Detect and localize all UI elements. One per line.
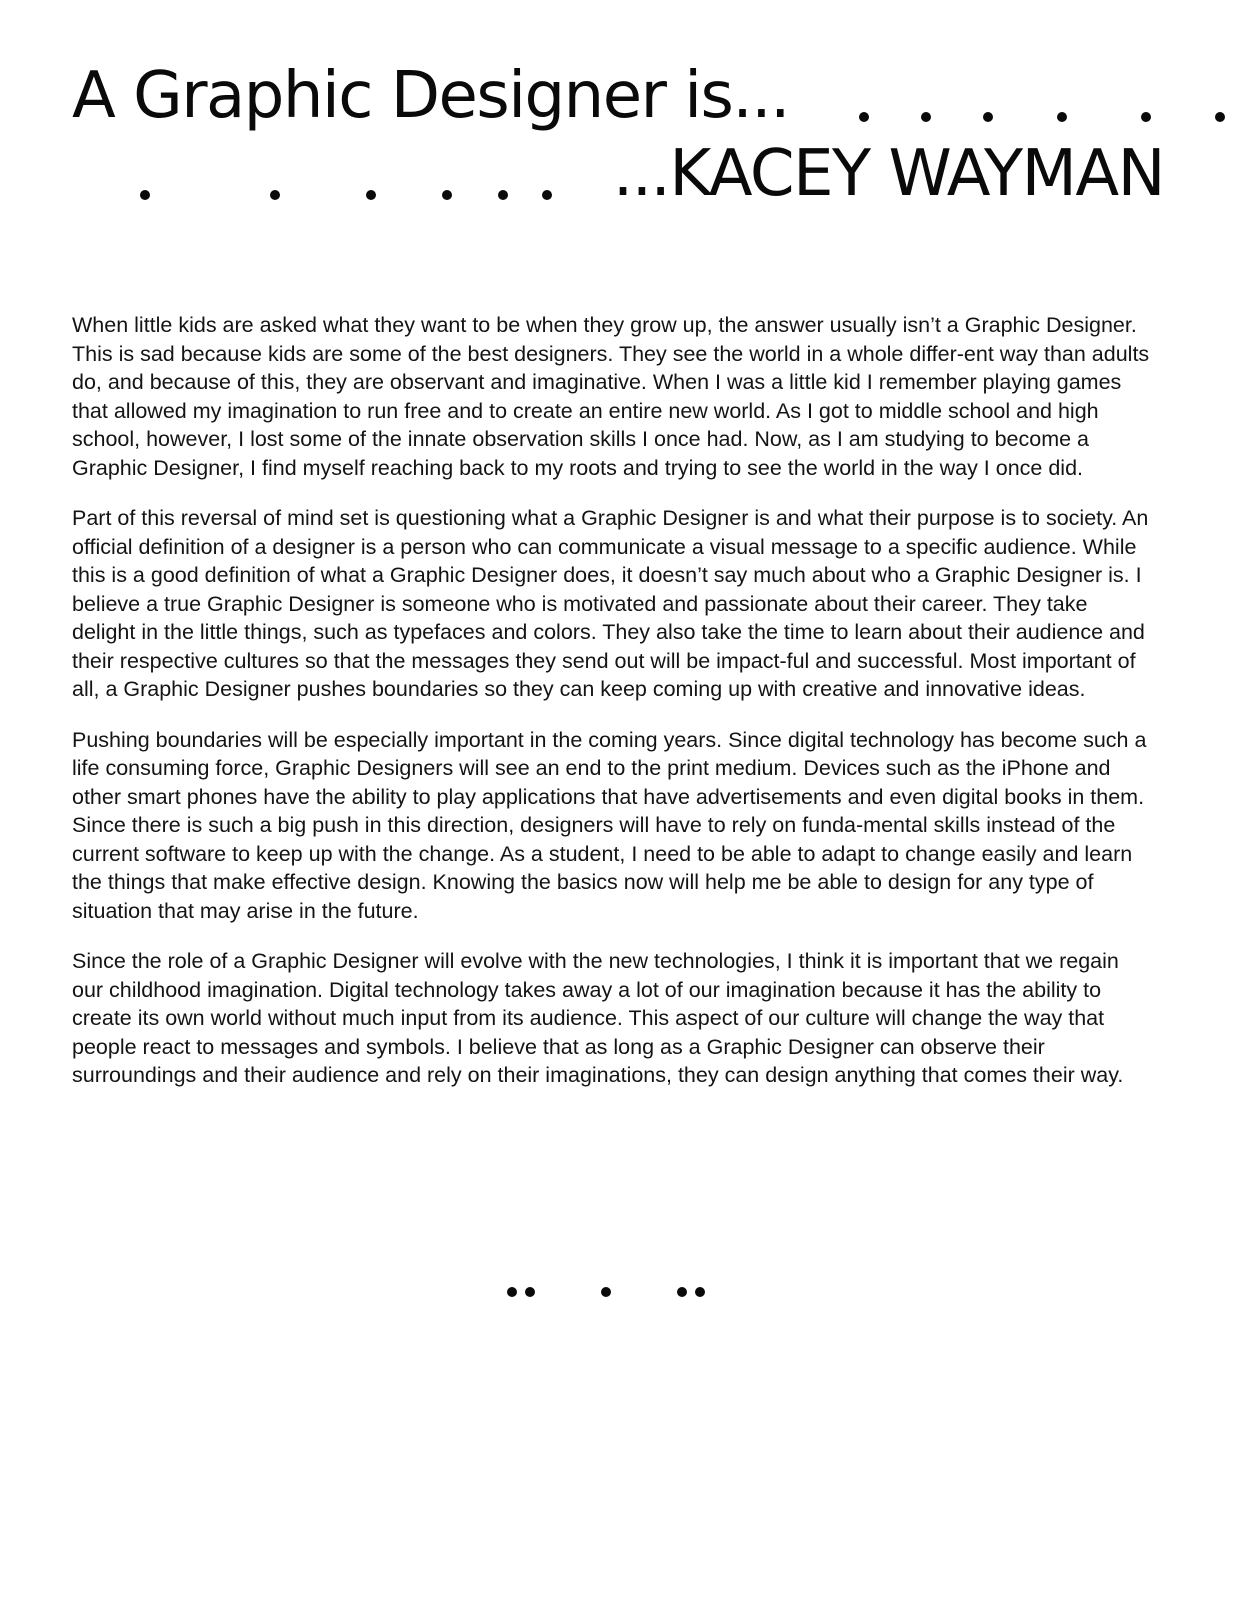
leader-dot xyxy=(1215,112,1225,122)
leader-dot xyxy=(983,112,993,122)
title-dot-leader-2 xyxy=(72,142,624,206)
author-name-lead: ... xyxy=(612,137,670,211)
title-line-2 xyxy=(72,137,1164,211)
paragraph-3: Pushing boundaries will be especially important in the coming years. Since digital technology has become such a life consuming force, Graphic Designers will see an end to the print medium. Devices such as the iPhone and other smart phones have the ability to play applications that have advertisements and even digital books in them. Since there is such a big push in this direction, designers will have to rely on funda-mental skills instead of the current software to keep up with the change. As a student, I need to be able to adapt to change easily and learn the things that make effective design. Knowing the basics now will help me be able to design for any type of situation that may arise in the future. xyxy=(72,727,1147,923)
paragraph-2: Part of this reversal of mind set is questioning what a Graphic Designer is and what their purpose is to society. An official definition of a designer is a person who can communicate a visual message to a specific audience. While this is a good definition of what a Graphic Designer does, it doesn’t say much about who a Graphic Designer is. I believe a true Graphic Designer is someone who is motivated and passionate about their career. They take delight in the little things, such as typefaces and colors. They also take the time to learn about their audience and their respective cultures so that the messages they send out will be impact-ful and successful. Most important of all, a Graphic Designer pushes boundaries so they can keep coming up with creative and innovative ideas. xyxy=(72,506,1149,701)
ornament-dot xyxy=(677,1287,687,1297)
leader-dot xyxy=(1057,112,1067,122)
ornament-dot xyxy=(507,1287,517,1297)
essay-body xyxy=(72,311,1152,1112)
footer-dot-ornament xyxy=(0,1287,1236,1301)
title-main-text: A Graphic Designer is... xyxy=(72,59,789,133)
ornament-dot xyxy=(525,1287,535,1297)
leader-dot xyxy=(442,190,452,200)
ornament-dot xyxy=(601,1287,611,1297)
paragraph-4: Since the role of a Graphic Designer will evolve with the new technologies, I think it is important that we regain our childhood imagination. Digital technology takes away a lot of our imagination because it has the ability to create its own world without much input from its audience. This aspect of our culture will change the way that people react to messages and symbols. I believe that as long as a Graphic Designer can observe their surroundings and their audience and rely on their imaginations, they can design anything that comes their way. xyxy=(72,949,1124,1087)
leader-dot xyxy=(270,190,280,200)
leader-dot xyxy=(498,190,508,200)
leader-dot xyxy=(366,190,376,200)
leader-dot xyxy=(140,190,150,200)
leader-dot xyxy=(1141,112,1151,122)
ornament-dot xyxy=(695,1287,705,1297)
leader-dot xyxy=(859,112,869,122)
title-line-1 xyxy=(72,59,1164,133)
title-dot-leader-1 xyxy=(789,64,1229,128)
leader-dot xyxy=(542,190,552,200)
paragraph-1: When little kids are asked what they want to be when they grow up, the answer usually isn’t a Graphic Designer. This is sad because kids are some of the best designers. They see the world in a whole differ-ent way than adults do, and because of this, they are observant and imaginative. When I was a little kid I remember playing games that allowed my imagination to run free and to create an entire new world. As I got to middle school and high school, however, I lost some of the innate observation skills I once had. Now, as I am studying to become a Graphic Designer, I find myself reaching back to my roots and trying to see the world in the way I once did. xyxy=(72,313,1150,480)
author-name-text: KACEY WAYMAN xyxy=(669,137,1164,211)
leader-dot xyxy=(921,112,931,122)
author-name xyxy=(612,137,1164,211)
